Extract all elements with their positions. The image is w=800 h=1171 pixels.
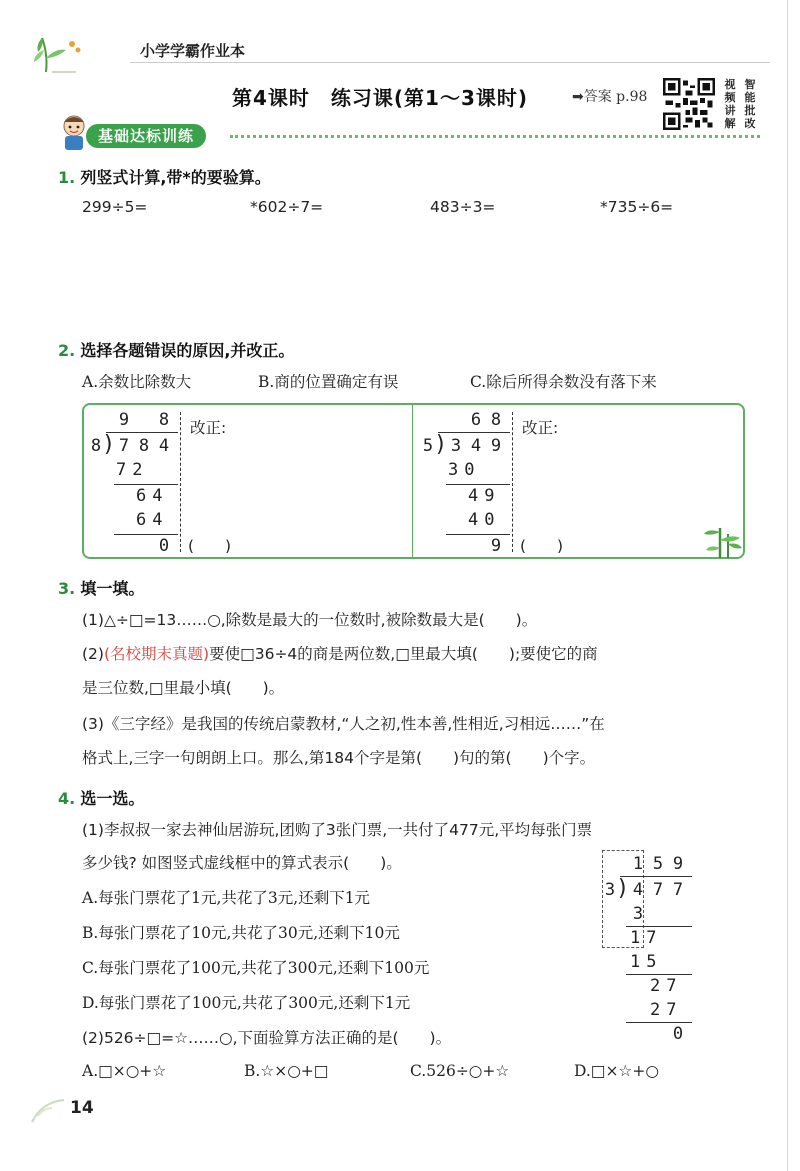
dividend-digit: 7: [652, 880, 664, 900]
remainder: 0: [158, 536, 170, 556]
arrow-right-icon: ➡: [572, 89, 584, 105]
section-dotted-rule: [230, 135, 760, 138]
quotient-digit: 5: [652, 854, 664, 874]
q4-long-division: [600, 850, 700, 1050]
step-product: 30: [448, 460, 481, 480]
divisor: 3: [604, 880, 616, 900]
step-rule: [446, 534, 510, 535]
exam-tag: (名校期末真题): [103, 645, 210, 663]
dividend-digit: 4: [470, 436, 482, 456]
book-title: 小学学霸作业本: [140, 42, 246, 60]
step-value: 27: [650, 976, 683, 996]
division-bracket-icon: ): [102, 432, 116, 457]
step-value: 49: [468, 486, 501, 506]
q2-left-division: [84, 408, 184, 556]
step-rule: [446, 484, 510, 485]
quotient-digit: 6: [470, 410, 482, 430]
q2-heading: [58, 338, 294, 361]
q4-p2-option-d: D.□×☆+○: [574, 1062, 659, 1080]
q4-title: 选一选。: [80, 789, 145, 808]
q4-heading: [58, 786, 144, 809]
q4-part-2: (2)526÷□=☆……○,下面验算方法正确的是( )。: [82, 1029, 452, 1047]
bamboo-decoration-icon: [700, 520, 744, 558]
q3-part-1: (1)△÷□=13……○,除数是最大的一位数时,被除数最大是( )。: [82, 611, 538, 629]
corner-leaf-icon: [30, 1098, 66, 1124]
step-product: 40: [468, 510, 501, 530]
q2-option-c: C.除后所得余数没有落下来: [470, 373, 657, 391]
q4-option-c: C.每张门票花了100元,共花了300元,还剩下100元: [82, 959, 430, 977]
q1-item-1: 299÷5=: [82, 198, 148, 216]
section-badge: 基础达标训练: [86, 124, 206, 148]
quotient-digit: 8: [158, 410, 170, 430]
q4-p2-option-c: C.526÷○+☆: [410, 1062, 510, 1080]
quotient-digit: 8: [490, 410, 502, 430]
q1-title: 列竖式计算,带*的要验算。: [80, 168, 271, 187]
q4-p2-option-b: B.☆×○+□: [244, 1062, 329, 1080]
step-rule: [626, 926, 692, 927]
q2-number: 2.: [58, 341, 76, 360]
dashed-separator: [180, 412, 181, 552]
q1-number: 1.: [58, 168, 76, 187]
q3-part-2-line2: 是三位数,□里最小填( )。: [82, 679, 285, 697]
quotient-digit: 9: [118, 410, 130, 430]
q3-number: 3.: [58, 579, 76, 598]
qr-code-icon[interactable]: [663, 78, 715, 130]
answer-reference: [572, 86, 647, 106]
step-rule: [114, 484, 178, 485]
q4-option-d: D.每张门票花了100元,共花了300元,还剩下1元: [82, 994, 411, 1012]
dividend-digit: 4: [158, 436, 170, 456]
q2-title: 选择各题错误的原因,并改正。: [80, 341, 295, 360]
q3-part-3-line1: (3)《三字经》是我国的传统启蒙教材,“人之初,性本善,性相近,习相远……”在: [82, 715, 605, 733]
q3-title: 填一填。: [80, 579, 145, 598]
step-product: 27: [650, 1000, 683, 1020]
q1-heading: [58, 165, 271, 188]
header-rule: [130, 62, 770, 63]
step-product: 15: [630, 952, 663, 972]
correction-label: 改正:: [522, 419, 559, 437]
q4-part-1-line2: 多少钱? 如图竖式虚线框中的算式表示( )。: [82, 854, 402, 872]
answer-ref-text: 答案 p.98: [583, 89, 648, 105]
q4-p2-option-a: A.□×○+☆: [82, 1062, 167, 1080]
remainder: 9: [490, 536, 502, 556]
q4-part-1-line1: (1)李叔叔一家去神仙居游玩,团购了3张门票,一共付了477元,平均每张门票: [82, 821, 593, 839]
q3-part-2-text: 要使□36÷4的商是两位数,□里最大填( );要使它的商: [209, 645, 598, 663]
q3-part-3-line2: 格式上,三字一句朗朗上口。那么,第184个字是第( )句的第( )个字。: [82, 749, 596, 767]
dividend-digit: 9: [490, 436, 502, 456]
qr-caption: 视 智 频 能 讲 批 解 改: [724, 78, 756, 130]
step-value: 17: [630, 928, 663, 948]
division-bar: [106, 432, 178, 433]
q3-part-2-prefix: (2): [82, 645, 104, 663]
page-number: 14: [70, 1098, 94, 1118]
page-edge-line: [787, 0, 788, 1171]
q4-option-a: A.每张门票花了1元,共花了3元,还剩下1元: [82, 889, 371, 907]
dividend-digit: 4: [632, 880, 644, 900]
dashed-separator: [512, 412, 513, 552]
q2-option-b: B.商的位置确定有误: [258, 373, 399, 391]
answer-paren[interactable]: ( ): [520, 537, 564, 555]
q1-item-3: 483÷3=: [430, 198, 496, 216]
step-rule: [114, 534, 178, 535]
lesson-title: 第4课时 练习课(第1～3课时): [232, 86, 529, 110]
step-value: 64: [136, 486, 169, 506]
division-bracket-icon: ): [616, 876, 630, 901]
correction-label: 改正:: [190, 419, 227, 437]
quotient-digit: 9: [672, 854, 684, 874]
sprout-logo-icon: [32, 30, 88, 74]
step-product: 64: [136, 510, 169, 530]
division-bar: [620, 876, 692, 877]
answer-paren[interactable]: ( ): [188, 537, 232, 555]
division-bar: [438, 432, 510, 433]
q3-heading: [58, 576, 144, 599]
divisor: 5: [422, 436, 434, 456]
q2-box-divider: [412, 405, 413, 557]
step-product: 72: [116, 460, 149, 480]
q4-option-b: B.每张门票花了10元,共花了30元,还剩下10元: [82, 924, 400, 942]
remainder: 0: [672, 1024, 684, 1044]
dividend-digit: 8: [138, 436, 150, 456]
step-rule: [626, 1022, 692, 1023]
dividend-digit: 7: [118, 436, 130, 456]
q4-number: 4.: [58, 789, 76, 808]
dividend-digit: 7: [672, 880, 684, 900]
division-bracket-icon: ): [434, 432, 448, 457]
quotient-digit: 1: [632, 854, 644, 874]
step-rule: [626, 974, 692, 975]
q2-right-division: [416, 408, 516, 556]
step-product: 3: [632, 904, 644, 924]
q3-part-2: [82, 642, 598, 664]
q2-option-a: A.余数比除数大: [82, 373, 192, 391]
q1-item-4: *735÷6=: [600, 198, 674, 216]
q1-item-2: *602÷7=: [250, 198, 324, 216]
divisor: 8: [90, 436, 102, 456]
dividend-digit: 3: [450, 436, 462, 456]
